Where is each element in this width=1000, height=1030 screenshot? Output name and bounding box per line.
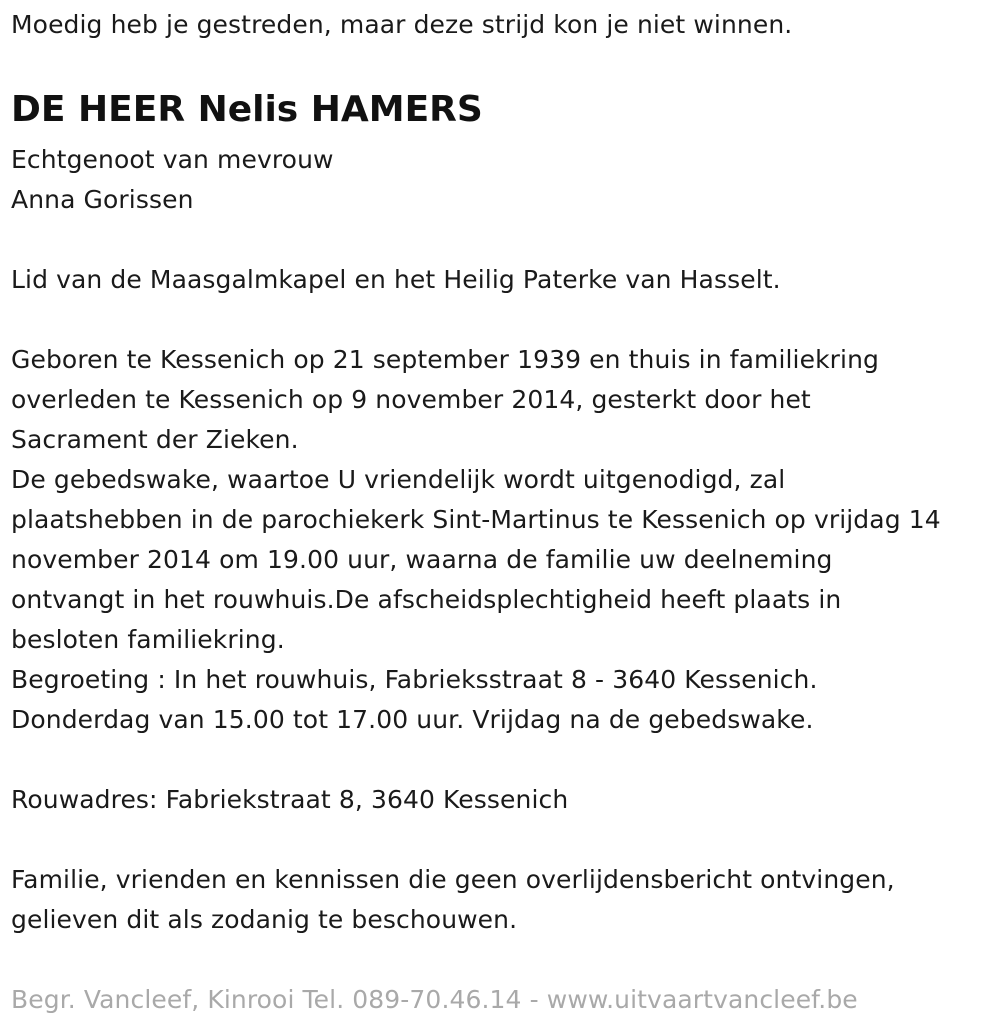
obituary-notice xyxy=(11,0,996,1020)
spouse-name: Anna Gorissen xyxy=(11,185,194,214)
spacer xyxy=(11,940,996,980)
spacer xyxy=(11,300,996,340)
membership-line: Lid van de Maasgalmkapel en het Heilig Paterke van Hasselt. xyxy=(11,265,781,294)
spacer xyxy=(11,820,996,860)
details-line: overleden te Kessenich op 9 november 2014, gesterkt door het xyxy=(11,385,811,414)
spacer xyxy=(11,740,996,780)
details-line: Geboren te Kessenich op 21 september 1939 en thuis in familiekring xyxy=(11,345,879,374)
deceased-name: DE HEER Nelis HAMERS xyxy=(11,89,483,130)
details-line: ontvangt in het rouwhuis.De afscheidsplechtigheid heeft plaats in xyxy=(11,585,842,614)
details-line: besloten familiekring. xyxy=(11,625,285,654)
details-line: Sacrament der Zieken. xyxy=(11,425,299,454)
details-line: Donderdag van 15.00 tot 17.00 uur. Vrijdag na de gebedswake. xyxy=(11,705,814,734)
details-line: plaatshebben in de parochiekerk Sint-Martinus te Kessenich op vrijdag 14 xyxy=(11,505,941,534)
spouse-line: Echtgenoot van mevrouw xyxy=(11,145,334,174)
closing-line: Familie, vrienden en kennissen die geen overlijdensbericht ontvingen, xyxy=(11,865,895,894)
mourning-address: Rouwadres: Fabriekstraat 8, 3640 Kessenich xyxy=(11,785,569,814)
spacer xyxy=(11,220,996,260)
details-line: Begroeting : In het rouwhuis, Fabrieksstraat 8 - 3640 Kessenich. xyxy=(11,665,818,694)
closing-line: gelieven dit als zodanig te beschouwen. xyxy=(11,905,518,934)
opening-line: Moedig heb je gestreden, maar deze strijd kon je niet winnen. xyxy=(11,10,793,39)
funeral-home-footer: Begr. Vancleef, Kinrooi Tel. 089-70.46.14 - www.uitvaartvancleef.be xyxy=(11,985,858,1014)
details-line: november 2014 om 19.00 uur, waarna de familie uw deelneming xyxy=(11,545,833,574)
details-line: De gebedswake, waartoe U vriendelijk wordt uitgenodigd, zal xyxy=(11,465,786,494)
